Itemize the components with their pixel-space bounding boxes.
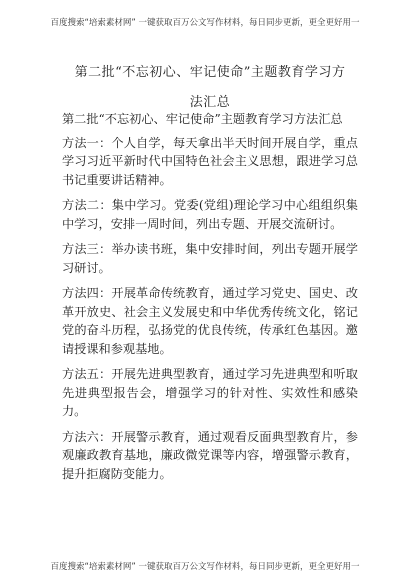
method-2-paragraph: 方法二：集中学习。党委(党组)理论学习中心组组织集中学习，安排一周时间，列出专题、开展交流研讨。 bbox=[62, 198, 358, 231]
method-5-paragraph: 方法五：开展先进典型教育，通过学习先进典型和听取先进典型报告会，增强学习的针对性、实效性和感染力。 bbox=[62, 367, 358, 418]
method-6-paragraph: 方法六：开展警示教育，通过观看反面典型教育片，参观廉政教育基地，廉政微党课等内容，增强警示教育，提升拒腐防变能力。 bbox=[62, 429, 358, 481]
document-body bbox=[62, 110, 358, 490]
method-3-paragraph: 方法三：举办读书班，集中安排时间，列出专题开展学习研讨。 bbox=[62, 242, 358, 275]
method-1-paragraph: 方法一：个人自学，每天拿出半天时间开展自学，重点学习习近平新时代中国特色社会主义思想，跟进学习总书记重要讲话精神。 bbox=[62, 135, 358, 187]
document-title: 第二批“不忘初心、牢记使命”主题教育学习方法汇总 bbox=[74, 65, 346, 110]
body-heading-paragraph: 第二批“不忘初心、牢记使命”主题教育学习方法汇总 bbox=[62, 112, 343, 126]
method-4-paragraph: 方法四：开展革命传统教育，通过学习党史、国史、改革开放史、社会主义发展史和中华优秀传统文化，铭记党的奋斗历程，弘扬党的优良传统，传承红色基因。邀请授课和参观基地。 bbox=[62, 286, 358, 356]
footer-ad-note: 百度搜索“培索素材网” 一键获取百万公文写作材料，每日同步更新，更全更好用一 bbox=[50, 562, 360, 572]
header-ad-note: 百度搜索“培索素材网” 一键获取百万公文写作材料，每日同步更新，更全更好用一 bbox=[50, 18, 360, 28]
